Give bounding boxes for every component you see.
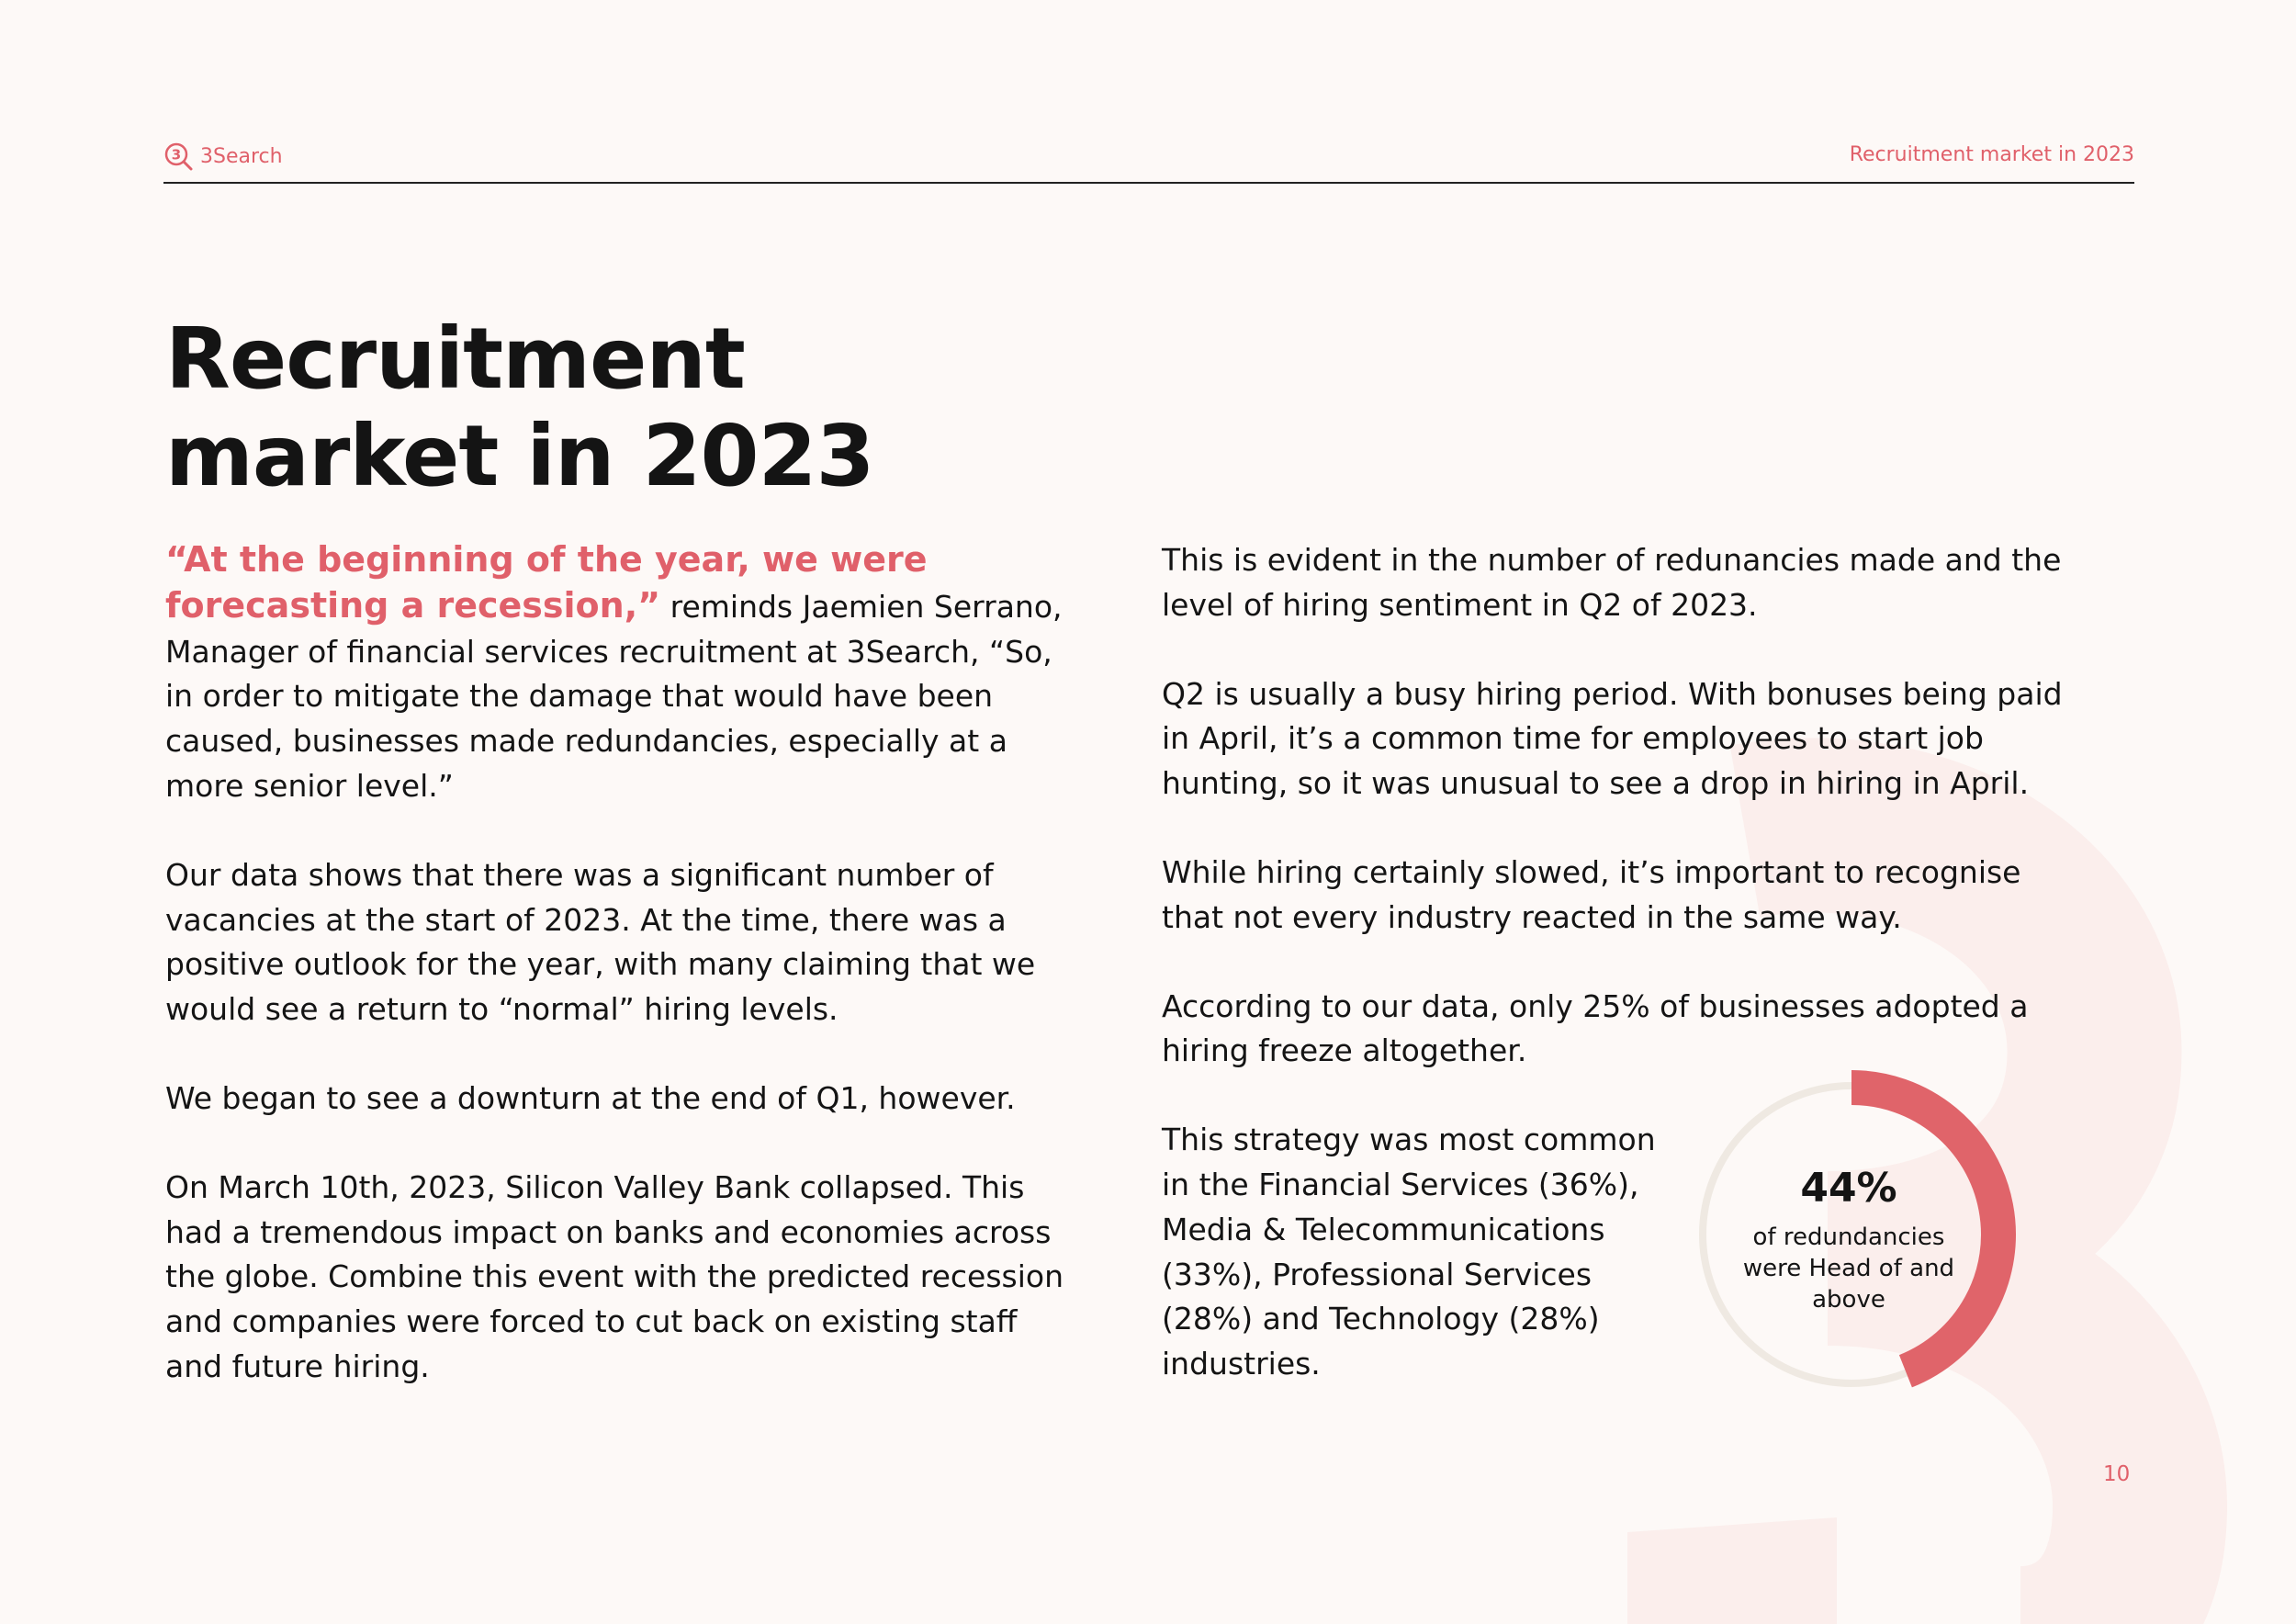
svg-text:3: 3 — [171, 146, 182, 164]
redundancies-donut-chart — [1690, 1066, 2020, 1396]
donut-label — [1690, 1165, 2008, 1315]
header-section-title: Recruitment market in 2023 — [1849, 143, 2134, 166]
intro-paragraph — [165, 538, 1075, 809]
page-number: 10 — [2103, 1462, 2131, 1486]
left-column — [165, 538, 1075, 1434]
right-paragraph: Q2 is usually a busy hiring period. With bonuses being paid in April, it’s a common time for employees to start job hunting, so it was unusual to see a drop in hiring in April. — [1162, 675, 2063, 802]
quote-continuation: reminds Jaemien Serrano, Manager of financial services recruitment at 3Search, “So, in order to mitigate the damage that would have been caused, businesses made redundancies, especially at a more senior level.” — [165, 588, 1063, 804]
right-paragraph: While hiring certainly slowed, it’s important to recognise that not every industry reacted in the same way. — [1162, 853, 2021, 935]
right-paragraph: According to our data, only 25% of businesses adopted a hiring freeze altogether. — [1162, 987, 2029, 1069]
pull-quote: “At the beginning of the year, we were forecasting a recession,” — [165, 539, 928, 626]
brand[interactable] — [163, 141, 283, 171]
page-title — [165, 310, 1084, 505]
left-paragraph: Our data shows that there was a significant number of vacancies at the start of 2023. At the time, there was a positive outlook for the year, with many claiming that we would see a return to “normal” hiring levels. — [165, 856, 1036, 1028]
page-title-line-2: market in 2023 — [165, 407, 874, 505]
donut-value: 44% — [1800, 1165, 1897, 1212]
left-paragraph: We began to see a downturn at the end of Q1, however. — [165, 1079, 1016, 1116]
right-paragraph: This is evident in the number of redunancies made and the level of hiring sentiment in Q2 of 2023. — [1162, 542, 2062, 623]
donut-caption: of redundancies were Head of and above — [1742, 1224, 1955, 1314]
brand-name: 3Search — [200, 144, 283, 168]
page-title-line-1: Recruitment — [165, 310, 745, 408]
right-paragraph-industries: This strategy was most common in the Financial Services (36%), Media & Telecommunications (33%), Professional Services (28%) and Technology (28%) industries. — [1162, 1122, 1656, 1382]
page-header — [163, 138, 2134, 184]
brand-logo-icon — [163, 141, 193, 171]
left-paragraph: On March 10th, 2023, Silicon Valley Bank collapsed. This had a tremendous impact on banks and economies across the globe. Combine this event with the predicted recession and companies were forced to cut back on existing staff and future hiring. — [165, 1168, 1064, 1384]
